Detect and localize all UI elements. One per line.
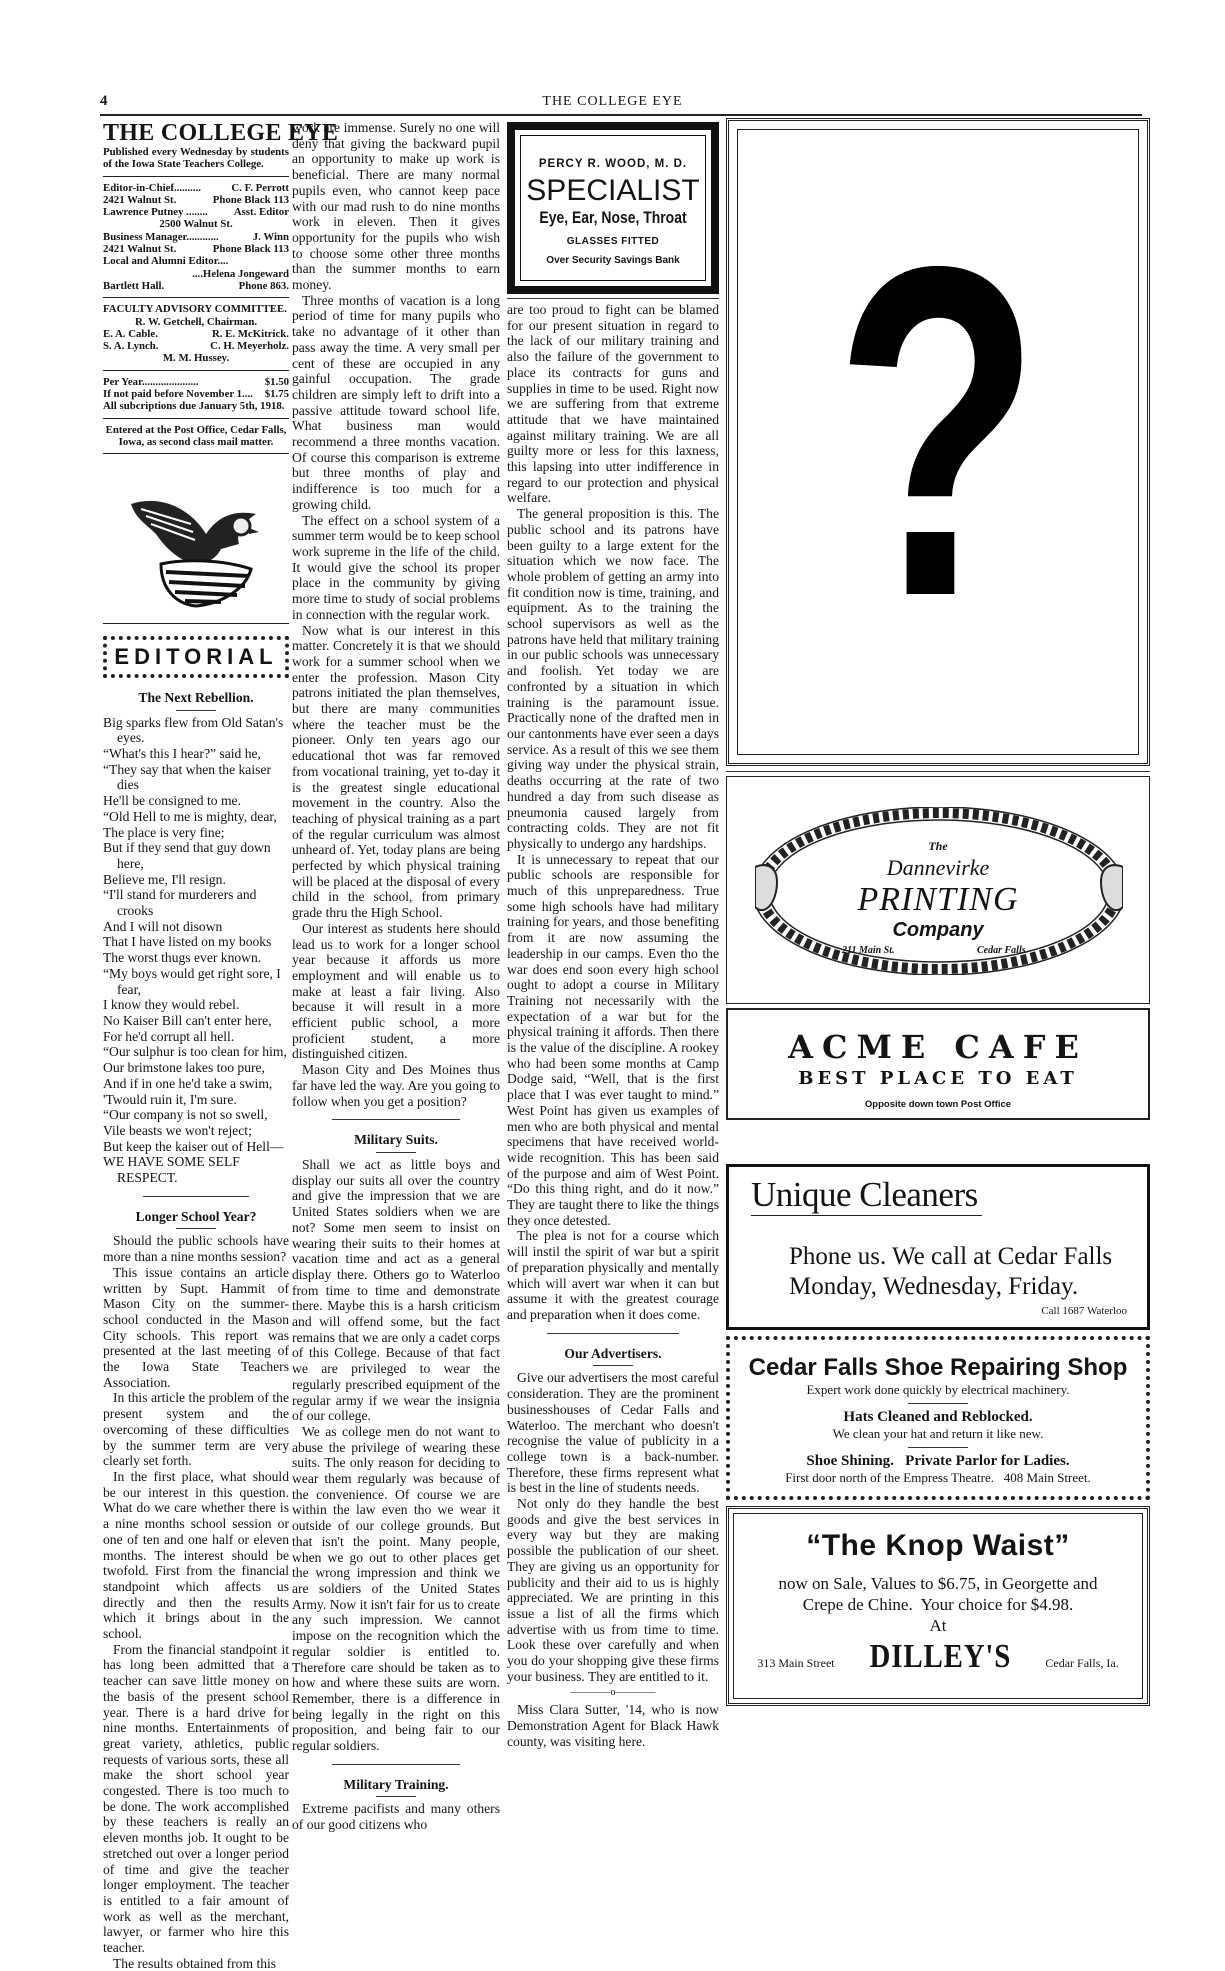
divider xyxy=(908,1447,968,1448)
article-paragraph: From the financial standpoint it has long been admitted that a teacher can save little money on the basis of the present school year. There is a hard drive for nine months. Entertainments of great variety, athletics, public requests of various sorts, these all make the short school year congested. There is too much to be done. The work accomplished by these teachers is really an eleven months job. It ought to be stretched out over a longer period of time and give the teacher longer employment. The teacher is entitled to a fair amount of work as well as the merchant, lawyer, or farmer who hire this teacher. xyxy=(103,1641,289,1956)
poem-line: No Kaiser Bill can't enter here, xyxy=(103,1013,272,1028)
ad-name: Dannevirke xyxy=(886,855,990,880)
article-paragraph: Mason City and Des Moines thus far have led the way. Are you going to follow when you get a position? xyxy=(292,1062,500,1109)
poem-line: Big sparks flew from Old Satan's eyes. xyxy=(103,714,284,746)
ad-shine: Shoe Shining. Private Parlor for Ladies. xyxy=(806,1453,1070,1469)
article-paragraph: Extreme pacifists and many others of our good citizens who xyxy=(292,1801,500,1833)
article-paragraph: In this article the problem of the present system and the overcoming of these difficulties by the summer term are very clearly set forth. xyxy=(103,1390,289,1469)
article-paragraph: are too proud to fight can be blamed for our present situation in regard to the lack of our military training and also the failure of the government to place its contracts for guns and supplies in time to be used. Right now we are suffering from that extreme attitude that we have maintained against military training. We are all guilty more or less for this laxness, this lapsing into utter indifference in regard to our protection and physical welfare. xyxy=(507,302,719,506)
ad-slogan: BEST PLACE TO EAT xyxy=(798,1068,1078,1089)
committee-member: C. H. Meyerholz. xyxy=(210,340,289,353)
divider: ————o———— xyxy=(570,1687,656,1699)
poem-line: “Our sulphur is too clean for him, xyxy=(103,1044,287,1060)
divider xyxy=(908,1403,968,1404)
poem-line: The worst thugs ever known. xyxy=(103,950,262,966)
divider xyxy=(103,297,289,298)
editorial-banner: EDITORIAL xyxy=(103,636,289,678)
staff-row xyxy=(103,231,289,243)
ad-line: now on Sale, Values to $6.75, in Georgette and xyxy=(778,1574,1098,1593)
article-paragraph: The plea is not for a course which will instil the spirit of war but a spirit of preparation physically and mentally which will avert war when it can but assume it with the greatest courage and preparation when it does come. xyxy=(507,1228,719,1322)
article-paragraph: Not only do they handle the best goods and give the best services in every way but they are making possible the publication of our sheet. They are giving us an opportunity for publicity and their aid to us is highly appreciated. We are printing in this issue a list of all the firms which advertise with us from time to time. Look these over carefully and when you do your shopping give these firms your business. They are entitled to it. xyxy=(507,1496,719,1684)
poem-line: The place is very fine; xyxy=(103,824,225,840)
rates-note: All subcriptions due January 5th, 1918. xyxy=(103,400,285,413)
question-mark: ? xyxy=(834,169,1042,694)
ad-unique-cleaners xyxy=(726,1164,1150,1330)
poem-line: And if in one he'd take a swim, xyxy=(103,1075,273,1091)
article-paragraph: The results obtained from this xyxy=(113,1955,277,1971)
ad-name: ACME CAFE xyxy=(788,1028,1088,1066)
article-paragraph: The general proposition is this. The public school and its patrons have been guilty to a large extent for the situation which we now face. The whole problem of getting an army into fit condition now is time, training, and equipment. As to the training the school supervisors as well as the patrons have held that military training in our public schools was unnecessary and foolish. Yet today we are confronted by a situation in which training is the paramount issue. Practically none of the drafted men in our cantonments have ever seen a days service. As a result of this we see them giving way under the physical strain, deaths occurring at the rate of two hundred a day from such disease as pneumonia caused largely from contracting colds. They are not fit physically to undergo any hardships. xyxy=(507,506,719,851)
staff-row xyxy=(103,280,289,292)
ad-line: Crepe de Chine. Your choice for $4.98. xyxy=(802,1595,1074,1614)
article-paragraph: Our interest as students here should lead us to work for a longer school year because it affords us more employment and will enable us to make at least a fair living. Also because it will result in a more efficient public school, a more proficient student, a more distinguished citizen. xyxy=(292,920,500,1062)
divider xyxy=(332,1764,460,1765)
poem-line: But if they send that guy down here, xyxy=(103,840,271,871)
entry-note: Entered at the Post Office, Cedar Falls, Iowa, as second class mail matter. xyxy=(105,423,287,448)
ad-at: At xyxy=(929,1616,947,1635)
eagle-icon xyxy=(121,464,271,614)
article-headline: Military Suits. xyxy=(292,1132,500,1153)
article-paragraph: We as college men do not want to abuse the privilege of wearing these suits. The only reason for deciding to wear them regularly was because of the convenience. Of course we are within the law even tho we wear it outside of our college grounds. But that isn't the point. Many people, when we go out to other places get the wrong impression and think we are soldiers of the United States Army. Now it isn't fair for us to create any such impression. We cannot impose on the recognition which the regular soldier is entitled to. Therefore care should be taken as to how and where these suits are worn. Remember, there is a difference in being legally in the right on this proposition, and being fair to our regular soldiers. xyxy=(292,1423,500,1754)
poem-line: “They say that when the kaiser dies xyxy=(103,761,271,793)
ad-address: 211 Main St. xyxy=(842,945,895,956)
ad-title: SPECIALIST xyxy=(526,174,700,207)
eagle-illustration xyxy=(103,464,289,618)
ad-line: Expert work done quickly by electrical machinery. xyxy=(806,1382,1070,1397)
ad-location: First door north of the Empress Theatre. 408 Main Street. xyxy=(785,1470,1091,1485)
ad-title: “The Knop Waist” xyxy=(806,1529,1070,1562)
poem-line: 'Twould ruin it, I'm sure. xyxy=(103,1091,237,1107)
ad-question-mark xyxy=(726,118,1150,766)
page-number: 4 xyxy=(100,93,108,109)
poem-line: For he'd corrupt all hell. xyxy=(103,1028,235,1044)
ad-location: Over Security Savings Bank xyxy=(546,255,680,266)
divider xyxy=(103,370,289,371)
column-2 xyxy=(292,120,500,1833)
article-headline: Military Training. xyxy=(292,1777,500,1798)
article-paragraph: Give our advertisers the most careful consideration. They are the prominent businesshouses of Cedar Falls and Waterloo. The merchant who doesn't recognise the value of publicity in a college town is a back-number. Therefore, these firms represent what is best in the line of students needs. xyxy=(507,1370,719,1496)
column-1-body xyxy=(103,1196,289,1971)
committee-member: R. E. McKitrick. xyxy=(211,327,289,340)
staff-left: 2421 Walnut St. xyxy=(103,193,177,206)
ad-address: 313 Main Street xyxy=(757,1656,835,1670)
divider xyxy=(103,176,289,177)
article-paragraph: Should the public schools have more than a nine months session? xyxy=(103,1233,289,1265)
ad-location: Opposite down town Post Office xyxy=(864,1099,1012,1110)
staff-left: Bartlett Hall. xyxy=(103,279,165,292)
staff-list xyxy=(103,182,289,293)
poem-line: That I have listed on my books xyxy=(103,934,272,950)
divider xyxy=(103,418,289,419)
poem-line: WE HAVE SOME SELF RESPECT. xyxy=(103,1154,240,1186)
poem xyxy=(103,715,289,1186)
staff-right: ....Helena Jongeward xyxy=(192,267,289,280)
staff-row xyxy=(103,268,289,280)
column-3 xyxy=(507,302,719,1750)
rate-label: If not paid before November 1.... xyxy=(103,388,253,401)
poem-line: And I will not disown xyxy=(103,918,223,934)
ad-store: DILLEY'S xyxy=(869,1638,1011,1675)
divider xyxy=(332,1119,460,1120)
publication-note: Published every Wednesday by students of the Iowa State Teachers College. xyxy=(103,146,289,171)
column-1 xyxy=(103,120,339,1971)
staff-left: Local and Alumni Editor.... xyxy=(103,255,229,268)
poem-line: “My boys would get right sore, I fear, xyxy=(103,965,281,997)
ad-hats: Hats Cleaned and Reblocked. xyxy=(843,1409,1033,1425)
staff-right: Asst. Editor xyxy=(233,206,289,219)
ad-line: Phone us. We call at Cedar Falls xyxy=(789,1243,1113,1270)
rate-value: $1.50 xyxy=(264,375,289,388)
article-paragraph: This issue contains an article written by Supt. Hammit of Mason City on the summer-school conducted in the Mason City schools. This report was presented at the last meeting of the Iowa State Teachers Association. xyxy=(103,1264,289,1390)
ad-doctor-name: PERCY R. WOOD, M. D. xyxy=(538,158,688,170)
poem-line: But keep the kaiser out of Hell— xyxy=(103,1138,284,1154)
article-headline: Our Advertisers. xyxy=(507,1346,719,1367)
masthead xyxy=(103,146,289,454)
staff-row xyxy=(103,243,289,255)
article-paragraph: Shall we act as little boys and display our suits all over the country and give the impression that we are United States soldiers when we are not? Some men seem to insist on wearing their suits to their homes at vacation time and act as a general display there. Others go to Waterloo from time to time and demonstrate there. Maybe this is a harsh criticism and will offend some, but the fact remains that we are only a cadet corps of this College. Because of that fact we are privileged to wear the regularly prescribed equipment of the regular army if we wear the insignia of our college. xyxy=(292,1157,500,1424)
article-paragraph: Now what is our interest in this matter. Concretely it is that we should work for a summer school when we enter the profession. Mason City patrons initiated the plan themselves, but there are many communities where the teacher must be the pioneer. Only ten years ago our educational thot was far removed from vocational training, yet to-day it is the greatest single educational movement in the country. Also the teaching of physical training as a part of the regular curriculum was almost unheard of. Yet, today plans are being perfected by which physical training will be placed at the disposal of every child in the school, from primary grade thru the High School. xyxy=(292,622,500,921)
staff-right: Phone Black 113 xyxy=(212,243,289,256)
staff-row xyxy=(103,194,289,206)
poem-title: The Next Rebellion. xyxy=(103,690,289,711)
poem-line: Vile beasts we won't reject; xyxy=(103,1122,252,1138)
rate-label: Per Year..................... xyxy=(103,375,199,388)
article-paragraph: Three months of vacation is a long period of time for many pupils who take no advantage of it other than pass away the time. A very small per cent of these are occupied in any gainful occupation. The grade children are simply left to drift into a passive attitude toward school life. What business man would recommend a three months vacation. Of course this comparison is extreme but three months of play and indifference is too much for a growing child. xyxy=(292,292,500,512)
staff-row: 2500 Walnut St. xyxy=(159,218,233,231)
ad-acme-cafe xyxy=(726,1008,1150,1120)
poem-line: Our brimstone lakes too pure, xyxy=(103,1060,265,1076)
poem-line: “I'll stand for murderers and crooks xyxy=(103,887,257,919)
ad-service: GLASSES FITTED xyxy=(566,236,660,247)
poem-line: “Old Hell to me is mighty, dear, xyxy=(103,808,277,824)
staff-row xyxy=(103,255,289,267)
divider xyxy=(726,771,1150,772)
poem-line: “Our company is not so swell, xyxy=(103,1107,268,1123)
ad-knop-waist xyxy=(726,1506,1150,1706)
staff-right: C. F. Perrott xyxy=(231,181,289,194)
divider xyxy=(103,453,289,454)
article-paragraph: It is unnecessary to repeat that our public schools are responsible for much of this unpreparedness. True some high schools have had military training for years, and those benefiting from it are now assuming the leadership in our camps. Even tho the war does end soon every high school ought to adopt a course in Military Training not necessarily with the expectation of a war but for the physical training it affords. Then there is the value of the discipline. A rookey who had been some months at Camp Dodge said, “Well, that is the first place that I was ever taught to mind.” West Point has given us examples of men who are both physical and mental specimens that have received world-wide recognition. This has been said of the purpose and aim of West Point. “Do this thing right, and do it now.” They are taught there to like the things they once detested. xyxy=(507,851,719,1228)
committee-member: M. M. Hussey. xyxy=(162,352,230,365)
divider xyxy=(547,1333,679,1334)
committee-member: S. A. Lynch. xyxy=(103,340,159,353)
ad-phone: Call 1687 Waterloo xyxy=(1041,1305,1127,1317)
staff-right: Phone 863. xyxy=(238,279,289,292)
staff-left: Business Manager............ xyxy=(103,230,219,243)
ad-shoe-repairing xyxy=(726,1336,1150,1500)
ad-name: Cedar Falls Shoe Repairing Shop xyxy=(748,1354,1128,1381)
ad-company: Company xyxy=(892,919,984,941)
article-paragraph: The effect on a school system of a summer term would be to keep school work supreme in the life of the child. It would give the school its proper place in the community by giving more time to study of social problems in connection with the regular work. xyxy=(292,512,500,622)
ad-line: Monday, Wednesday, Friday. xyxy=(789,1273,1079,1300)
poem-line: I know they would rebel. xyxy=(103,997,240,1013)
committee-member: E. A. Cable. xyxy=(103,327,158,340)
divider xyxy=(507,298,719,299)
masthead-title: THE COLLEGE EYE xyxy=(103,120,339,146)
ad-city: Cedar Falls, Ia. xyxy=(1045,1656,1119,1670)
ad-the: The xyxy=(928,839,948,853)
ad-printing: PRINTING xyxy=(857,881,1019,918)
poem-line: Believe me, I'll resign. xyxy=(103,871,226,887)
staff-row xyxy=(103,182,289,194)
committee-chair: R. W. Getchell, Chairman. xyxy=(134,315,258,328)
divider xyxy=(143,1196,249,1197)
poem-line: He'll be consigned to me. xyxy=(103,793,241,809)
divider xyxy=(103,623,289,624)
header-rule xyxy=(100,114,1142,116)
staff-right: Phone Black 113 xyxy=(212,193,289,206)
committee-title: FACULTY ADVISORY COMMITTEE. xyxy=(103,303,287,316)
staff-row xyxy=(103,206,289,218)
article-paragraph: In the first place, what should be our interest in this question. What do we care whether there is a nine months school session or one of ten and one half or eleven months. The interest should be twofold. First from the financial standpoint which affects us directly and then the results which it brings about in the school. xyxy=(103,1468,289,1642)
staff-right: J. Winn xyxy=(252,230,289,243)
running-head: THE COLLEGE EYE xyxy=(542,94,683,109)
ad-line: We clean your hat and return it like new. xyxy=(832,1426,1044,1441)
ad-percy-wood xyxy=(507,122,719,294)
staff-left: Lawrence Putney ........ xyxy=(103,206,208,219)
staff-left: 2421 Walnut St. xyxy=(103,243,177,256)
article-paragraph: Miss Clara Sutter, '14, who is now Demonstration Agent for Black Hawk county, was visiting here. xyxy=(507,1702,719,1749)
ad-city: Cedar Falls xyxy=(977,945,1026,956)
ad-dannevirke-printing xyxy=(726,776,1150,1004)
ad-specialty: Eye, Ear, Nose, Throat xyxy=(539,208,687,227)
rate-value: $1.75 xyxy=(264,388,289,401)
ad-name: Unique Cleaners xyxy=(751,1175,982,1216)
poem-line: “What's this I hear?” said he, xyxy=(103,746,261,762)
article-headline: Longer School Year? xyxy=(103,1209,289,1230)
article-paragraph: work are immense. Surely no one will deny that giving the backward pupil an opportunity to make up work is beneficial. There are many normal pupils even, who cannot keep pace with our mad rush to do nine months work in eleven. Then it gives opportunity for the pupils who wish to choose some other three months than the summer months to earn money. xyxy=(292,120,500,293)
staff-left: Editor-in-Chief.......... xyxy=(103,181,201,194)
